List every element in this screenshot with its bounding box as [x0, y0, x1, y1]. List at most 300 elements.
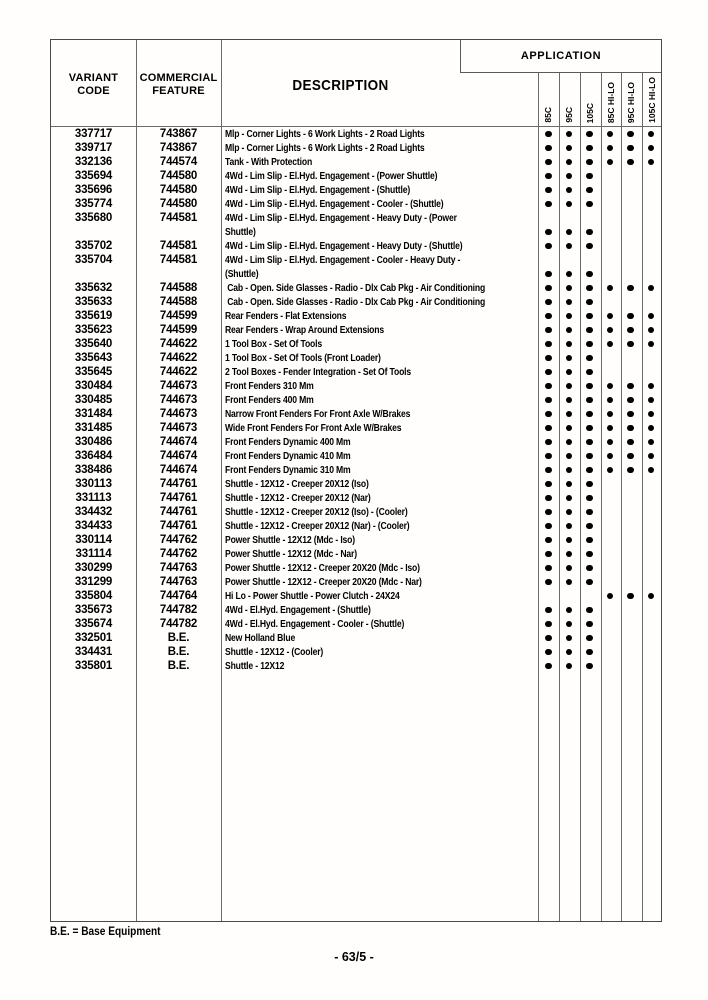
commercial-feature-cell: 743867	[159, 142, 198, 154]
application-dot-cell	[538, 229, 559, 236]
application-dot-cell	[559, 341, 580, 348]
application-dot	[566, 439, 573, 446]
application-dot-cell	[559, 523, 580, 530]
application-dot-cell	[641, 397, 662, 404]
application-dot-cell	[559, 411, 580, 418]
application-dot-cell	[559, 369, 580, 376]
application-dot	[545, 355, 552, 362]
application-dot	[545, 579, 552, 586]
commercial-feature-cell: 744622	[159, 366, 198, 378]
application-dot	[586, 369, 593, 376]
commercial-feature-cell: 744622	[159, 352, 198, 364]
application-dot-cell	[538, 313, 559, 320]
application-header-label: APPLICATION	[520, 50, 602, 62]
application-dot-cell	[559, 635, 580, 642]
description-cell: Power Shuttle - 12X12 (Mdc - Nar)	[225, 548, 357, 560]
application-dot-cell	[579, 341, 600, 348]
commercial-feature-cell: 744761	[159, 506, 198, 518]
application-dot-cell	[559, 397, 580, 404]
commercial-feature-cell: 744674	[159, 436, 198, 448]
variant-code-cell: 335673	[74, 604, 113, 616]
application-dot-cell	[600, 159, 621, 166]
description-cell: Front Fenders Dynamic 400 Mm	[225, 436, 351, 448]
variant-code-cell: 335633	[74, 296, 113, 308]
variant-code-cell: 335804	[74, 590, 113, 602]
application-dot-cell	[538, 579, 559, 586]
variant-code-cell: 335702	[74, 240, 113, 252]
application-column-95c-hi-lo: 95C HI-LO	[626, 81, 637, 123]
application-dot-cell	[559, 145, 580, 152]
application-dot	[627, 411, 634, 418]
application-dot	[648, 285, 655, 292]
application-dot	[607, 159, 614, 166]
application-dot-cell	[559, 425, 580, 432]
table-row	[51, 253, 661, 267]
description-cell: Shuttle - 12X12 - Creeper 20X12 (Iso)	[225, 478, 369, 490]
page-number: - 63/5 -	[334, 950, 374, 964]
application-dot	[627, 145, 634, 152]
application-dot-cell	[600, 341, 621, 348]
application-dot	[566, 453, 573, 460]
application-dot	[607, 411, 614, 418]
application-dot-cell	[641, 131, 662, 138]
application-dot	[586, 453, 593, 460]
application-dot-cell	[620, 327, 641, 334]
table-row	[51, 169, 661, 183]
application-dot	[566, 607, 573, 614]
variant-code-cell: 335640	[74, 338, 113, 350]
application-dot	[566, 229, 573, 236]
application-dot	[648, 341, 655, 348]
application-dot	[545, 565, 552, 572]
application-dot	[627, 159, 634, 166]
commercial-feature-cell: 744673	[159, 394, 198, 406]
variant-code-cell: 330299	[74, 562, 113, 574]
application-dot-cell	[538, 649, 559, 656]
application-dot-cell	[600, 145, 621, 152]
application-dot-cell	[579, 425, 600, 432]
application-dot	[545, 271, 552, 278]
commercial-feature-cell: 744674	[159, 464, 198, 476]
application-dot-cell	[559, 383, 580, 390]
application-dot-cell	[538, 327, 559, 334]
application-dot	[566, 579, 573, 586]
application-dot	[607, 425, 614, 432]
commercial-feature-cell: 744574	[159, 156, 198, 168]
variant-code-cell: 335645	[74, 366, 113, 378]
application-dot-cell	[641, 327, 662, 334]
application-dot	[627, 439, 634, 446]
application-dot-cell	[579, 565, 600, 572]
commercial-feature-cell: 744588	[159, 282, 198, 294]
commercial-feature-cell: 744673	[159, 422, 198, 434]
application-dot	[586, 397, 593, 404]
application-dot-cell	[559, 663, 580, 670]
application-dot-cell	[620, 397, 641, 404]
application-dot	[648, 327, 655, 334]
application-dot-cell	[538, 467, 559, 474]
application-dot	[586, 537, 593, 544]
commercial-feature-cell: B.E.	[167, 646, 190, 658]
application-dot	[586, 187, 593, 194]
application-dot-cell	[620, 425, 641, 432]
application-dot	[545, 425, 552, 432]
application-dot-cell	[559, 173, 580, 180]
commercial-feature-cell: 744761	[159, 478, 198, 490]
application-dot	[566, 397, 573, 404]
table-row	[51, 141, 661, 155]
application-dot	[545, 327, 552, 334]
application-dot-cell	[600, 439, 621, 446]
base-equipment-note: B.E. = Base Equipment	[50, 926, 161, 938]
application-dot	[586, 285, 593, 292]
commercial-feature-cell: B.E.	[167, 632, 190, 644]
description-cell: 4Wd - Lim Slip - El.Hyd. Engagement - Cooler - (Shuttle)	[225, 198, 444, 210]
variant-code-cell: 335632	[74, 282, 113, 294]
application-dot	[586, 131, 593, 138]
application-dot	[648, 383, 655, 390]
table-row	[51, 519, 661, 533]
table-row	[51, 477, 661, 491]
application-dot-cell	[538, 159, 559, 166]
application-dot	[627, 453, 634, 460]
application-dot-cell	[579, 411, 600, 418]
application-dot-cell	[579, 243, 600, 250]
application-dot	[586, 481, 593, 488]
application-dot	[586, 327, 593, 334]
commercial-feature-cell: 744762	[159, 534, 198, 546]
table-row	[51, 449, 661, 463]
application-dot-cell	[538, 397, 559, 404]
description-cell: Hi Lo - Power Shuttle - Power Clutch - 24X24	[225, 590, 400, 602]
variant-code-header: VARIANT CODE	[68, 72, 119, 97]
application-dot-cell	[620, 411, 641, 418]
application-dot-cell	[600, 425, 621, 432]
table-row	[51, 183, 661, 197]
description-cell: Wide Front Fenders For Front Axle W/Brakes	[225, 422, 402, 434]
description-cell: 4Wd - Lim Slip - El.Hyd. Engagement - (Power Shuttle)	[225, 170, 438, 182]
application-dot	[586, 495, 593, 502]
variant-code-cell: 334431	[74, 646, 113, 658]
variant-code-cell: 330114	[75, 534, 112, 546]
variant-code-cell: 337717	[74, 128, 113, 140]
application-dot	[627, 341, 634, 348]
table-row	[51, 155, 661, 169]
variant-code-cell: 335694	[74, 170, 113, 182]
description-cell: Mlp - Corner Lights - 6 Work Lights - 2 Road Lights	[225, 142, 425, 154]
commercial-feature-cell: 744674	[159, 450, 198, 462]
application-dot	[586, 635, 593, 642]
application-dot-cell	[559, 439, 580, 446]
application-dot-cell	[559, 481, 580, 488]
application-dot-cell	[641, 439, 662, 446]
application-dot	[545, 439, 552, 446]
application-dot	[586, 579, 593, 586]
application-dot	[627, 467, 634, 474]
application-dot	[545, 523, 552, 530]
description-cell: Power Shuttle - 12X12 - Creeper 20X20 (Mdc - Nar)	[225, 576, 422, 588]
description-cell: Mlp - Corner Lights - 6 Work Lights - 2 Road Lights	[225, 128, 425, 140]
application-dot	[545, 607, 552, 614]
application-dot-cell	[538, 481, 559, 488]
application-dot	[627, 425, 634, 432]
description-cell: 1 Tool Box - Set Of Tools (Front Loader)	[225, 352, 381, 364]
application-dot	[566, 649, 573, 656]
description-cell: Rear Fenders - Wrap Around Extensions	[225, 324, 384, 336]
application-dot	[545, 201, 552, 208]
application-dot	[566, 621, 573, 628]
application-dot-cell	[579, 663, 600, 670]
application-dot	[566, 383, 573, 390]
application-dot-cell	[579, 327, 600, 334]
description-cell: 1 Tool Box - Set Of Tools	[225, 338, 322, 350]
table-row	[51, 295, 661, 309]
application-dot	[545, 663, 552, 670]
application-dot-cell	[559, 271, 580, 278]
variant-code-cell: 335801	[74, 660, 113, 672]
table-row	[51, 659, 661, 673]
application-dot	[545, 467, 552, 474]
application-dot-cell	[620, 131, 641, 138]
application-dot	[648, 467, 655, 474]
application-dot	[648, 593, 655, 600]
application-dot-cell	[620, 159, 641, 166]
description-cell: Front Fenders Dynamic 310 Mm	[225, 464, 351, 476]
application-dot	[545, 299, 552, 306]
application-dot	[545, 243, 552, 250]
application-dot-cell	[559, 187, 580, 194]
application-dot-cell	[559, 229, 580, 236]
description-cell: 2 Tool Boxes - Fender Integration - Set Of Tools	[225, 366, 412, 378]
application-dot	[648, 145, 655, 152]
application-dot-cell	[538, 621, 559, 628]
application-dot	[586, 201, 593, 208]
description-cell: Power Shuttle - 12X12 (Mdc - Iso)	[225, 534, 355, 546]
application-dot	[545, 481, 552, 488]
commercial-feature-cell: 744673	[159, 408, 198, 420]
application-dot-cell	[538, 145, 559, 152]
commercial-feature-cell: B.E.	[167, 660, 190, 672]
variant-code-cell: 330484	[74, 380, 113, 392]
application-table	[50, 39, 662, 922]
table-row	[51, 365, 661, 379]
application-dot-cell	[559, 201, 580, 208]
application-dot	[607, 467, 614, 474]
description-cell: Shuttle - 12X12 - Creeper 20X12 (Iso) - (Cooler)	[225, 506, 408, 518]
commercial-feature-cell: 744762	[159, 548, 198, 560]
application-dot	[545, 285, 552, 292]
application-dot-cell	[579, 621, 600, 628]
table-row	[51, 421, 661, 435]
application-dot-cell	[641, 411, 662, 418]
application-dot	[545, 453, 552, 460]
application-dot-cell	[579, 173, 600, 180]
table-row	[51, 435, 661, 449]
application-dot-cell	[641, 145, 662, 152]
application-dot	[566, 663, 573, 670]
application-dot	[586, 271, 593, 278]
application-dot-cell	[559, 327, 580, 334]
application-dot	[607, 285, 614, 292]
application-dot-cell	[579, 523, 600, 530]
application-column-85c: 85C	[543, 107, 554, 123]
application-dot-cell	[538, 453, 559, 460]
commercial-feature-header: COMMERCIAL FEATURE	[139, 72, 218, 97]
application-dot	[586, 173, 593, 180]
description-cell: Rear Fenders - Flat Extensions	[225, 310, 347, 322]
application-dot	[627, 131, 634, 138]
commercial-feature-cell: 744673	[159, 380, 198, 392]
application-dot	[586, 313, 593, 320]
application-dot-cell	[600, 383, 621, 390]
description-cell: Shuttle - 12X12 - Creeper 20X12 (Nar) - (Cooler)	[225, 520, 410, 532]
application-dot	[545, 173, 552, 180]
description-cell: Cab - Open. Side Glasses - Radio - Dlx Cab Pkg - Air Conditioning	[225, 296, 486, 308]
application-dot	[607, 341, 614, 348]
variant-code-cell: 335643	[74, 352, 113, 364]
application-dot-cell	[620, 439, 641, 446]
application-dot	[545, 411, 552, 418]
application-dot-cell	[538, 523, 559, 530]
description-cell: Shuttle)	[225, 226, 256, 238]
variant-code-cell: 335619	[74, 310, 113, 322]
application-dot	[566, 159, 573, 166]
application-dot	[566, 551, 573, 558]
application-dot-cell	[538, 663, 559, 670]
application-dot	[566, 327, 573, 334]
table-row	[51, 547, 661, 561]
application-dot-cell	[538, 509, 559, 516]
commercial-feature-cell: 743867	[159, 128, 198, 140]
application-dot	[648, 439, 655, 446]
description-cell: 4Wd - El.Hyd. Engagement - (Shuttle)	[225, 604, 371, 616]
application-dot	[586, 383, 593, 390]
application-dot	[627, 593, 634, 600]
application-column-85c-hi-lo: 85C HI-LO	[606, 81, 617, 123]
application-dot	[545, 187, 552, 194]
application-dot-cell	[579, 201, 600, 208]
application-dot-cell	[538, 495, 559, 502]
application-dot-cell	[579, 607, 600, 614]
application-dot-cell	[579, 145, 600, 152]
application-dot	[627, 285, 634, 292]
commercial-feature-cell: 744763	[159, 562, 198, 574]
application-dot	[627, 383, 634, 390]
application-dot	[586, 341, 593, 348]
application-dot	[586, 145, 593, 152]
application-dot-cell	[559, 285, 580, 292]
variant-code-cell: 331484	[74, 408, 113, 420]
description-cell: Tank - With Protection	[225, 156, 313, 168]
application-dot-cell	[600, 327, 621, 334]
application-dot-cell	[579, 285, 600, 292]
application-dot	[545, 131, 552, 138]
application-dot-cell	[620, 313, 641, 320]
application-dot	[586, 425, 593, 432]
table-row	[51, 575, 661, 589]
table-row	[51, 225, 661, 239]
application-dot-cell	[559, 537, 580, 544]
application-dot-cell	[641, 313, 662, 320]
application-dot	[566, 467, 573, 474]
application-dot-cell	[559, 509, 580, 516]
table-row	[51, 379, 661, 393]
variant-code-cell: 335674	[74, 618, 113, 630]
application-dot-cell	[538, 341, 559, 348]
table-row	[51, 127, 661, 141]
application-dot-cell	[641, 425, 662, 432]
commercial-feature-cell: 744588	[159, 296, 198, 308]
table-row	[51, 645, 661, 659]
commercial-feature-cell: 744599	[159, 310, 198, 322]
description-cell: 4Wd - El.Hyd. Engagement - Cooler - (Shuttle)	[225, 618, 405, 630]
application-dot	[545, 635, 552, 642]
commercial-feature-cell: 744599	[159, 324, 198, 336]
application-dot-cell	[600, 593, 621, 600]
application-dot	[566, 565, 573, 572]
application-dot	[586, 565, 593, 572]
application-dot	[648, 131, 655, 138]
application-dot	[586, 509, 593, 516]
description-cell: Power Shuttle - 12X12 - Creeper 20X20 (Mdc - Iso)	[225, 562, 420, 574]
application-dot-cell	[579, 537, 600, 544]
application-dot-cell	[579, 495, 600, 502]
application-dot-cell	[559, 299, 580, 306]
application-dot-cell	[538, 607, 559, 614]
variant-code-cell: 335704	[74, 254, 113, 266]
application-dot	[586, 551, 593, 558]
application-dot-cell	[559, 495, 580, 502]
application-dot-cell	[538, 173, 559, 180]
application-dot-cell	[579, 159, 600, 166]
application-dot-cell	[579, 313, 600, 320]
application-dot-cell	[600, 467, 621, 474]
table-row	[51, 239, 661, 253]
variant-code-cell: 334432	[74, 506, 113, 518]
application-dot-cell	[579, 131, 600, 138]
application-dot	[607, 145, 614, 152]
application-dot	[648, 159, 655, 166]
variant-code-cell: 338486	[74, 464, 113, 476]
application-dot-cell	[579, 579, 600, 586]
table-row	[51, 631, 661, 645]
variant-code-cell: 330486	[74, 436, 113, 448]
variant-code-cell: 331299	[74, 576, 113, 588]
application-dot-cell	[559, 355, 580, 362]
application-dot	[545, 537, 552, 544]
application-header	[460, 40, 661, 73]
application-dot	[566, 299, 573, 306]
variant-code-cell: 331114	[75, 548, 112, 560]
application-dot	[566, 369, 573, 376]
application-dot-cell	[579, 635, 600, 642]
application-dot-cell	[559, 159, 580, 166]
application-dot-cell	[559, 565, 580, 572]
application-dot	[648, 453, 655, 460]
application-dot-cell	[579, 551, 600, 558]
application-dot	[607, 383, 614, 390]
application-dot	[545, 369, 552, 376]
application-dot-cell	[559, 313, 580, 320]
description-cell: Shuttle - 12X12 - (Cooler)	[225, 646, 324, 658]
variant-code-cell: 330113	[75, 478, 112, 490]
commercial-feature-cell: 744622	[159, 338, 198, 350]
table-row	[51, 617, 661, 631]
commercial-feature-cell: 744782	[159, 618, 198, 630]
application-dot	[648, 425, 655, 432]
description-cell: Front Fenders Dynamic 410 Mm	[225, 450, 351, 462]
application-dot	[586, 467, 593, 474]
